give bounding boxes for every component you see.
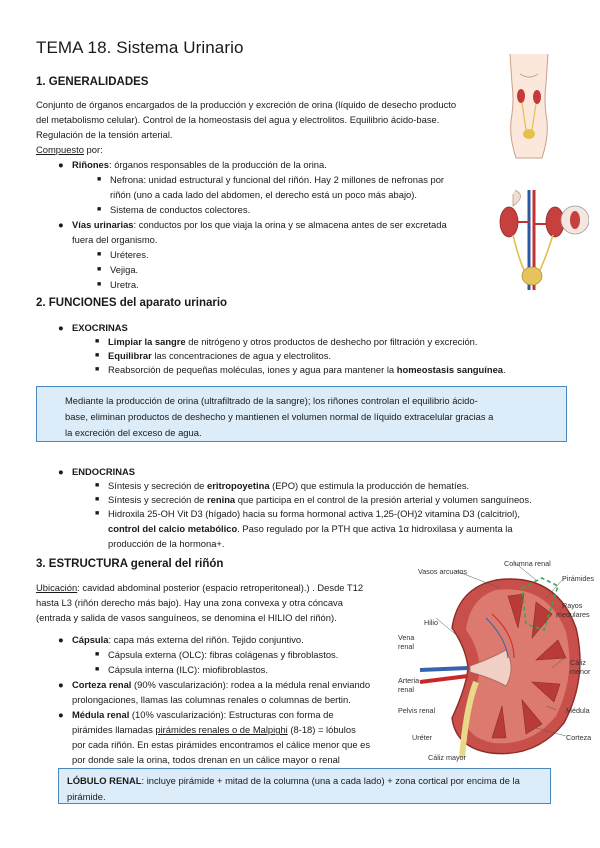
rinones-term: Riñones <box>72 159 109 170</box>
label-arteria: Arteria <box>398 676 420 685</box>
endo-item-2-term: renina <box>207 494 236 505</box>
kidney-right-icon <box>533 90 541 104</box>
vejiga-text: Vejiga. <box>110 264 139 275</box>
corteza-term: Corteza renal <box>72 679 132 690</box>
capsula-text: : capa más externa del riñón. Tejido conjuntivo. <box>108 634 304 645</box>
endo-item-1-pre: Síntesis y secreción de <box>108 480 208 491</box>
label-hilio: Hilio <box>424 618 438 627</box>
section-1-heading: 1. GENERALIDADES <box>36 76 149 88</box>
exo-item-3-post: . <box>503 364 506 375</box>
capsula-item-interna <box>95 662 398 677</box>
medula-term: Médula renal <box>72 709 130 720</box>
list-item-uretra <box>97 277 139 292</box>
list-item-exocrinas <box>58 320 128 335</box>
intro-line-1: Conjunto de órganos encargados de la producción y excreción de orina (líquido de desecho producto <box>36 99 457 110</box>
label-pelvis-renal: Pelvis renal <box>398 706 436 715</box>
lobulo-renal-box <box>58 768 551 804</box>
list-item-corteza <box>58 677 392 707</box>
exo-item-2-text: las concentraciones de agua y electrolitos. <box>151 350 332 361</box>
nefrona-line-2: riñón (uno a cada lado del abdomen, el derecho está un poco más abajo). <box>110 189 417 200</box>
endo-item-2-post: que participa en el control de la presión arterial y volumen sanguíneos. <box>235 494 532 505</box>
box-line-2: base, eliminan productos de deshecho y mantienen el volumen normal de líquido extracelular gracias a <box>65 411 494 422</box>
nefrona-line-1: Nefrona: unidad estructural y funcional del riñón. Hay 2 millones de nefronas por <box>110 174 445 185</box>
box-line-3: la excreción del exceso de agua. <box>65 427 202 438</box>
bullet-dot-icon: ● <box>58 634 64 645</box>
compuesto-suffix: por: <box>83 144 103 155</box>
label-medulares: medulares <box>556 610 590 619</box>
bullet-square-icon: ■ <box>97 206 102 213</box>
exo-item-1-term: Limpiar la sangre <box>108 336 186 347</box>
rinones-text: : órganos responsables de la producción de la orina. <box>108 159 327 170</box>
list-item-capsula <box>58 632 392 647</box>
bullet-square-icon: ■ <box>95 651 100 658</box>
section-2-number-title: 2. FUNCIONES <box>36 297 117 309</box>
vias-term: Vías urinarias <box>72 219 134 230</box>
exo-item-3 <box>95 362 558 377</box>
exo-item-1 <box>95 334 548 349</box>
compuesto-label: Compuesto <box>36 144 84 155</box>
bullet-square-icon: ■ <box>95 666 100 673</box>
corteza-line-1: (90% vascularización): rodea a la médula renal enviando <box>131 679 371 690</box>
list-item-vias <box>58 217 482 247</box>
uretra-text: Uretra. <box>110 279 139 290</box>
bullet-dot-icon: ● <box>58 709 64 720</box>
box-line-1: Mediante la producción de orina (ultrafiltrado de la sangre); los riñones controlan el equilibrio ácido- <box>65 395 478 406</box>
exo-item-3-pre: Reabsorción de pequeñas moléculas, iones y agua para mantener la <box>108 364 397 375</box>
urinary-tract-figure <box>497 190 589 290</box>
compuesto-line <box>36 142 496 157</box>
list-item-colectores <box>97 202 482 217</box>
page-title: TEMA 18. Sistema Urinario <box>36 38 244 57</box>
label-vena: Vena <box>398 633 415 642</box>
bullet-dot-icon: ● <box>58 466 64 477</box>
label-rayos: Rayos <box>562 601 583 610</box>
lobulo-line-2: pirámide. <box>67 791 106 802</box>
label-caliz-mayor: Cáliz mayor <box>428 753 466 762</box>
medula-line-1: (10% vascularización): Estructuras con forma de <box>129 709 334 720</box>
endo-item-3-line-2: . Paso regulado por la PTH que activa 1α hidroxilasa y aumenta la <box>237 523 513 534</box>
bullet-square-icon: ■ <box>95 352 100 359</box>
corteza-line-2: prolongaciones, llamas las columnas renales o columnas de bertin. <box>72 694 351 705</box>
medula-line-2-pre: pirámides llamadas <box>72 724 156 735</box>
label-caliz: Cáliz <box>570 658 586 667</box>
endo-item-2-pre: Síntesis y secreción de <box>108 494 208 505</box>
section-3-heading <box>36 558 223 570</box>
endo-item-3-line-3: producción de la hormona+. <box>108 538 225 549</box>
label-vena-renal: renal <box>398 642 414 651</box>
endo-item-2 <box>95 492 568 507</box>
endo-item-1-post: (EPO) que estimula la producción de hematíes. <box>269 480 470 491</box>
label-vasos-arcuatos: Vasos arcuatos <box>418 567 468 576</box>
exo-item-3-term: homeostasis sanguínea <box>396 364 504 375</box>
intro-line-2: del metabolismo celular). Control de la homeostasis del agua y electrolitos. Equilibrio ácido-base. <box>36 114 440 125</box>
endo-item-3 <box>95 506 568 551</box>
bullet-square-icon: ■ <box>97 281 102 288</box>
label-medula: Médula <box>566 706 590 715</box>
bullet-dot-icon: ● <box>58 219 64 230</box>
bullet-square-icon: ■ <box>95 482 100 489</box>
intro-paragraph <box>36 97 496 157</box>
exocrine-summary-box <box>36 386 567 442</box>
bullet-square-icon: ■ <box>95 338 100 345</box>
exocrinas-label: EXOCRINAS <box>72 322 128 333</box>
body-silhouette-figure <box>498 54 560 159</box>
ureteres-text: Uréteres. <box>110 249 149 260</box>
label-arteria-renal: renal <box>398 685 414 694</box>
lobulo-term: LÓBULO RENAL <box>67 775 142 786</box>
capsula-interna-text: Cápsula interna (ILC): miofibroblastos. <box>108 664 268 675</box>
ubicacion-label: Ubicación <box>36 582 78 593</box>
medula-line-3: por cada riñón. En estas pirámides encontramos el cálice menor que es <box>72 739 371 750</box>
exo-item-2-term: Equilibrar <box>108 350 152 361</box>
intro-line-3: Regulación de la tensión arterial. <box>36 129 173 140</box>
endo-item-1-term: eritropoyetina <box>207 480 270 491</box>
bullet-square-icon: ■ <box>97 266 102 273</box>
ubicacion-paragraph <box>36 580 392 625</box>
endo-item-3-line-1: Hidroxila 25-OH Vit D3 (hígado) hacia su forma hormonal activa 1,25-(OH)2 vitamina D3 (calcitriol), <box>108 508 520 519</box>
label-corteza: Corteza <box>566 733 592 742</box>
bullet-square-icon: ■ <box>95 366 100 373</box>
exo-item-2 <box>95 348 548 363</box>
endocrinas-label: ENDOCRINAS <box>72 466 136 477</box>
bullet-dot-icon: ● <box>58 322 64 333</box>
endo-item-3-term: control del calcio metabólico <box>108 523 238 534</box>
list-item-nefrona <box>97 172 482 202</box>
list-item-vejiga <box>97 262 139 277</box>
section-3-subtitle: general del riñón <box>127 558 224 570</box>
endo-item-1 <box>95 478 563 493</box>
section-3-number-title: 3. ESTRUCTURA <box>36 558 128 570</box>
bladder-icon <box>523 129 535 139</box>
capsula-item-externa <box>95 647 398 662</box>
bullet-dot-icon: ● <box>58 159 64 170</box>
section-2-subtitle: del aparato urinario <box>116 297 228 309</box>
bullet-square-icon: ■ <box>97 251 102 258</box>
vias-line-2: fuera del organismo. <box>72 234 158 245</box>
label-ureter: Uréter <box>412 733 432 742</box>
section-2-heading <box>36 297 227 309</box>
ubicacion-line-1: : cavidad abdominal posterior (espacio retroperitoneal).) . Desde T12 <box>77 582 364 593</box>
list-item-endocrinas <box>58 464 136 479</box>
medula-line-4: por donde sale la orina, todos drenan en un cálice mayor o renal <box>72 754 340 765</box>
bullet-dot-icon: ● <box>58 679 64 690</box>
capsula-term: Cápsula <box>72 634 109 645</box>
capsula-externa-text: Cápsula externa (OLC): fibras colágenas y fibroblastos. <box>108 649 339 660</box>
exo-item-1-text: de nitrógeno y otros productos de deshecho por filtración y excreción. <box>185 336 478 347</box>
kidney-left-icon <box>517 89 525 103</box>
medula-line-2-term: pirámides renales o de Malpighi <box>155 724 288 735</box>
label-caliz-menor: menor <box>570 667 591 676</box>
list-item-rinones <box>58 157 492 172</box>
bullet-square-icon: ■ <box>95 496 100 503</box>
vias-line-1: : conductos por los que viaja la orina y se almacena antes de ser excretada <box>133 219 447 230</box>
lobulo-line-1: : incluye pirámide + mitad de la columna (una a cada lado) + zona cortical por encima de la <box>141 775 520 786</box>
bullet-square-icon: ■ <box>95 510 100 517</box>
list-item-medula <box>58 707 392 767</box>
label-piramides: Pirámides <box>562 574 594 583</box>
ubicacion-line-3: (entrada y salida de vasos sanguíneos, se denomina el HILIO del riñón). <box>36 612 337 623</box>
bullet-square-icon: ■ <box>97 176 102 183</box>
list-item-ureteres <box>97 247 149 262</box>
colectores-text: Sistema de conductos colectores. <box>110 204 251 215</box>
label-columna-renal: Columna renal <box>504 559 551 568</box>
ubicacion-line-2: hasta L3 (riñón derecho más bajo). Hay una zona convexa y otra cóncava <box>36 597 343 608</box>
medula-line-2-post: (8-18) = lóbulos <box>287 724 356 735</box>
